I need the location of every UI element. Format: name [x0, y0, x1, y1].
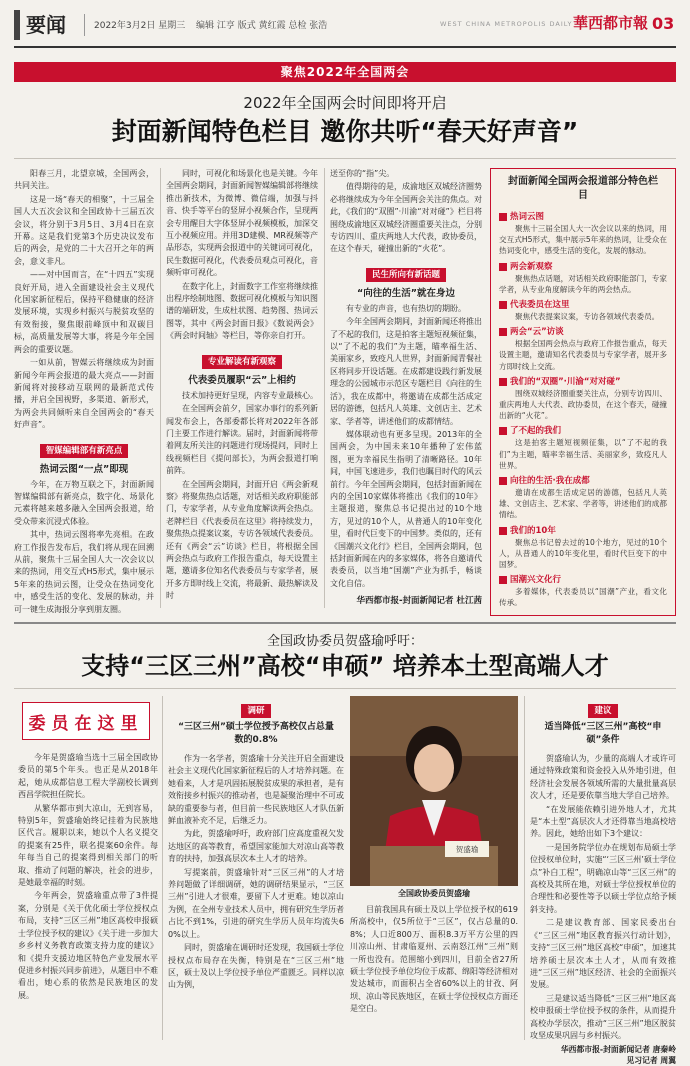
sidebar-item-heading: 了不起的我们 — [499, 425, 667, 437]
divider — [84, 14, 85, 36]
sidebar-item-text: 围绕双城经济圈重要关注点，分别专访四川、重庆两地人大代表、政协委员，在这个春天，碰撞出新的“火花”。 — [499, 388, 667, 421]
paragraph: 二是建议教育部、国家民委出台《“三区三州”地区教育振兴行动计划》，支持“三区三州”地区高校“申硕”，加速其培养硕士层次本土人才，从而有效推进“三区三州”地区经济、社会的全面振兴发展。 — [530, 918, 676, 990]
topic-banner: 聚焦2022年全国两会 — [14, 62, 676, 82]
column-logo — [22, 702, 150, 740]
sidebar-item-text: 多着媒体，代表委员以“国潮”产业，看文化传承。 — [499, 587, 667, 608]
sidebar-item — [499, 376, 667, 422]
byline: 华西都市报-封面新闻记者 唐秦岭 — [560, 1045, 676, 1055]
paragraph: 今年两会，贺盛瑜重点带了3件提案，分别是《关于优化硕士学位授权点布局，支持“三区三州”地区高校申报硕士学位授予权的建议》《关于进一步加大乡乡村义务教育政策支持力度的建议》和《提升支援边地区特色产业发展水平 促进乡村振兴同步前进》，从题目中不难看出，她心系的依然是民族地区的发展。 — [18, 891, 158, 1000]
subhead-tag: 智媒编辑部有新亮点 — [40, 444, 129, 458]
story1-column-2 — [166, 168, 318, 604]
issue-date: 2022年3月2日 星期三 — [94, 21, 186, 31]
sidebar-list — [491, 211, 675, 609]
subhead-tag: 调研 — [241, 704, 270, 718]
paragraph: “在发展能依赖引进外地人才，尤其是“本土型”高层次人才还得靠当地高校培养。因此，她给出如下3个建议： — [530, 804, 676, 839]
paragraph: 阳春三月，北望京城，全国两会，共同关注。 — [14, 169, 154, 191]
masthead-english: WEST CHINA METROPOLIS DAILY — [440, 20, 573, 28]
paragraph: 从繁华都市到大凉山，无到容易，特别5年，贺盛瑜始终记挂着为民族地区代言。履职以来，她以个人名义提交的提案有25件，联名提案60余件。每年每当自己的提案得到相关部门的听取、推动了问题的解决，社会的进步，是她最幸福的时刻。 — [18, 803, 158, 888]
paragraph: 写提案前，贺盛瑜针对“三区三州”的人才培养问题做了详细调研，她的调研结果显示，“三区三州”引进人才很难，要留下人才更难。她以凉山为例，在全州专业技术人员中，拥有研究生学历者占比不到1%，引进的研究生学历人员年均流失60%以上。 — [168, 867, 344, 939]
divider — [14, 688, 676, 689]
sidebar-box — [490, 168, 676, 616]
photo-caption: 全国政协委员贺盛瑜 — [398, 889, 470, 898]
paragraph: 目前我国具有硕士及以上学位授予权的619所高校中，仅5所位于“三区”，仅占总量的0.8%；人口近800万、面积8.3万平方公里的四川凉山州、甘肃临夏州、云南怒江州“三州”则一所也没有。范围缩小到四川，目前全省27所硕士学位授予单位均位于成都、绵阳等经济相对发达城市，而面积占全省60%以上的甘孜、阿坝、凉山等民族地区，在硕士学位授权点方面还是空白。 — [350, 905, 518, 1014]
column-divider — [160, 168, 161, 608]
paragraph: 这是一场“春天的相聚”，十三届全国人大五次会议和全国政协十三届五次会议，将分别于3月5日、3月4日在京开幕。这是我们党第3个历史决议发布后的两会，是党的二十大召开之年的两会，意义非凡。 — [14, 194, 154, 266]
page-header — [0, 0, 690, 52]
sidebar-item — [499, 326, 667, 372]
sidebar-item-heading: 代表委员在这里 — [499, 299, 667, 311]
story2-column-3 — [350, 904, 518, 1017]
story2-kicker: 全国政协委员贺盛瑜呼吁： — [266, 634, 423, 649]
header-rule — [14, 46, 676, 48]
subheadline: “三区三州”硕士学位授予高校仅占总量数的0.8% — [178, 722, 334, 745]
sidebar-item — [499, 211, 667, 257]
column-divider — [162, 696, 163, 1040]
paragraph: 同时，贺盛瑜在调研时还发现，我国硕士学位授权点布局存在失衡，特别是在“三区三州”地区，硕士及以上学位授予单位严重匮乏。同样以凉山为例， — [168, 943, 344, 990]
page-number: 03 — [652, 14, 675, 33]
sidebar-item — [499, 574, 667, 608]
sidebar-title: 封面新闻全国两会报道部分特色栏目 — [508, 176, 658, 201]
paragraph: 有专业的声音，也有热切的期盼。 — [346, 303, 466, 313]
subhead-tag: 专业解读有新观察 — [202, 355, 282, 369]
section-marker — [14, 10, 20, 40]
paragraph: 一如从前，智媒云将继续成为封面新闻今年两会报道的最大亮点——封面新闻将对接移动互联网的最新范式传播，并启全国视野，多渠道、新形式，为两会共同倾听来自全国两会的“春天好声音”。 — [14, 358, 154, 430]
story1-column-1 — [14, 168, 154, 617]
story1-headline: 封面新闻特色栏目 邀你共听“春天好声音” — [111, 117, 579, 146]
paragraph: 在全国两会前夕，国家办事行的系列新闻发布会上，各部委都长将对2022年各部门主要工作进行解读。届时，封面新闻将带着网友所关注的问题进行现场提问，同时上线视频栏目《提问部长》，为两会报道打响前阵。 — [166, 404, 318, 476]
story1-column-3 — [330, 168, 482, 606]
paragraph: 为此，贺盛瑜呼吁，政府部门应高度重视欠发达地区的高等教育，希望国家能加大对凉山高等教育的扶持，加强高层次本土人才的培养。 — [168, 829, 344, 864]
divider — [14, 158, 676, 159]
paragraph: 在数字化上，封面数字工作室将继续推出程序绘制地图、数据可视化模板与知识图谱的端研发，生成杜状图、趋势图、热词云图等，其中《两会封面日报》《数说两会》《两会时间轴》等栏目，等你亲自打开。 — [166, 281, 318, 341]
sidebar-item-text: 这是拍客主题短视频征集，以“了不起的我们”为主题，瞄率幸福生活、美丽家乡，致疫凡人世界。 — [499, 438, 667, 470]
subhead-tag: 建议 — [588, 704, 617, 718]
sidebar-item-heading: 向往的生活·我在成都 — [499, 475, 667, 487]
editor-credits: 编辑 江亨 版式 黄红霞 总检 张浩 — [196, 21, 328, 31]
story2-column-2 — [168, 698, 344, 993]
paragraph: 三是建议适当降低“三区三州”地区高校申报硕士学位授予权的条件，从而提升高校办学层次，推动“三区三州”地区脱贫攻坚成果巩固与乡村振兴。 — [530, 993, 676, 1040]
paragraph: 在全国两会期间，封面开启《两会新观察》将聚焦热点话题，对话相关政府职能部门，专家学者，从专业角度解读两会热点。老牌栏目《代表委员在这里》将持续发力，聚焦热点提案议案，专访各领域代表委员。还有《两会“云”访谈》栏目，将根据全国两会热点与政府工作报告重点，每天设置主题，邀请多位知名代表委员与专家学者，展开多方即时线上交流，将最新、最热解读及时 — [166, 479, 318, 601]
paragraph: 一是国务院学位办在规划布局硕士学位授权单位时，实施“‘三区三州’硕士学位点”补白工程”，明确凉山等“三区三州”的高校及其所在地，对硕士学位授权单位的合理性和必要性等予以硕士学位点给予倾斜支持。 — [530, 842, 676, 914]
column-divider — [324, 168, 325, 608]
subheadline: 适当降低“三区三州”高校“申硕”条件 — [544, 722, 662, 745]
sidebar-item — [499, 425, 667, 471]
paragraph: 值得期待的是，成渝地区双城经济圈势必将继续成为今年全国两会关注的焦点。对此，《我们的“双圈”·川渝“对对碰”》栏目将围绕成渝地区双城经济圈重要关注点，分别专访四川、重庆两地人大代表，政协委员，在这个春天，碰撞出新的“火花”。 — [330, 182, 482, 254]
sidebar-item — [499, 261, 667, 295]
sidebar-item — [499, 299, 667, 322]
paragraph: 送至你的“指”尖。 — [330, 169, 395, 178]
paragraph: ——对中国而言，在“十四五”实现良好开局，进入全面建设社会主义现代化国家新征程后，保持平稳健康的经济发展环境，实现乡村振兴与脱贫攻坚的有效衔接，聚焦眼前峰顶中和双碳目标，高质量发展等大事，将是今年全国两会的重要议题。 — [14, 270, 154, 354]
column-logo-text: 委员在这里 — [28, 713, 144, 734]
sidebar-item-text: 聚焦代表提案议案，专访各领域代表委员。 — [515, 312, 660, 322]
section-label: 要闻 — [26, 13, 66, 37]
sidebar-item-heading: 热词云图 — [499, 211, 667, 223]
story1-kicker: 2022年全国两会时间即将开启 — [243, 94, 447, 112]
paragraph: 贺盛瑜认为，少量的高端人才或许可通过特殊政策和资金投入从外地引进，但经济社会发展各领域所需的大量批量高层次人才，还是要依靠当地大学自己培养。 — [530, 754, 676, 801]
sidebar-item-heading: 我们的10年 — [499, 525, 667, 537]
sidebar-item-heading: 国潮兴文化行 — [499, 574, 667, 586]
sidebar-item-heading: 我们的“双圈”·川渝“对对碰” — [499, 376, 667, 388]
subheadline: 热词云图“一点”即现 — [39, 463, 129, 475]
paragraph: 作为一名学者，贺盛瑜十分关注开启全面建设社会主义现代化国家新征程后的人才培养问题。在她看来，人才是巩固拓展脱贫成果的承担者，是有效衔接乡村振兴的推动者，也是凝聚治理中不可或缺的重要参与者，但目前一些民族地区人才队伍新鲜血液补充不足，后继乏力。 — [168, 754, 344, 826]
paragraph: 技术加持更好呈现，内容专业最核心。 — [182, 390, 318, 400]
sidebar-item-text: 邀请在成都生活成定居的游德，包括凡人英雄、文创店主、艺术家、学者等，讲述他们的成都情结。 — [499, 488, 667, 520]
sidebar-item — [499, 525, 667, 571]
nameplate: 贺盛瑜 — [455, 845, 479, 854]
column-divider — [524, 696, 525, 1040]
sidebar-item-text: 根据全国两会热点与政府工作报告重点，每天设置主题，邀请知名代表委员与专家学者，展开多方即时线上交流。 — [499, 339, 667, 371]
sidebar-item-heading: 两会新观察 — [499, 261, 667, 273]
section-separator — [14, 622, 676, 624]
sidebar-item-heading: 两会“云”访谈 — [499, 326, 667, 338]
subheadline: 代表委员履职“云”上相约 — [188, 374, 296, 386]
sidebar-item-text: 聚焦总书记曾去过的10个地方，见过的10个人，从普通人的10年变化里，看时代巨变下的中国梦。 — [499, 537, 667, 570]
byline: 华西都市报-封面新闻记者 杜江茜 — [356, 596, 482, 607]
subheadline: “向往的生活”就在身边 — [357, 287, 455, 299]
paragraph: 今年全国两会期间，封面新闻还将推出了不起的我们，这是拍客主题短视频征集，以“了不起的我们”为主题，瞄率福生活、美丽家乡，致疫凡人世界，封面新闻青餐社区将同步开设话题。在成都建设践行新发展理念的公园城市示范区专题栏目《向往的生活》，我在成都中，将邀请在成都生活成定居的游德，包括凡人英雄、文创店主、艺术家、学者等，讲述他们的成都情结。 — [330, 317, 482, 426]
byline: 见习记者 周翼 — [626, 1056, 676, 1066]
sidebar-item-text: 聚焦十三届全国人大一次会议以来的热词，用交互式H5形式，集中展示5年来的热词，让受众在热词变化中，感受生活的变化，发展的脉动。 — [499, 224, 667, 256]
story2-column-1 — [18, 752, 158, 1003]
subhead-tag: 民生所向有新话题 — [366, 268, 446, 282]
sidebar-item-text: 聚焦热点话题，对话相关政府职能部门，专家学者，从专业角度解读今年的两会热点。 — [499, 273, 667, 294]
paragraph: 今年，在万物互联之下，封面新闻智媒编辑部有新亮点，数字化、场景化元素将越来越多融入全国两会报道，给受众带来沉浸式体验。 — [14, 479, 154, 526]
story2-headline: 支持“三区三州”高校“申硕” 培养本土型高端人才 — [81, 652, 609, 680]
paragraph: 同时，可视化和场景化也是关键。今年全国两会期间，封面新闻智媒编辑部将继续推出新技术，为微博、微信端，加强与抖音、快手等平台的竖屏小视频合作，呈现两会专用醒目大字体竖屏小视频模板，加深交互小视频应用。并用3D建模、MR视频等产品形态，实现两会报道中的关键词可视化，民生数据可视化，代表委员观点可视化，音频听审可视化。 — [166, 169, 318, 278]
paragraph: 今年是贺盛瑜当选十三届全国政协委员的第5个年头。也正是从2018年起，她从成都信息工程大学副校长调到西昌学院担任院长。 — [18, 753, 158, 800]
paragraph: 媒体联动也有更多呈现。2013年的全国两会，为中国未来10年播种了宏伟蓝图，更为幸福民生指明了清晰路径。10年间，中国飞速进步，我们也瞩目时代的风云前行。今年全国两会期间，包括封面新闻在内的全国10家媒体将推出《我们的10年》主题报道，聚焦总书记提出过的10个地方，见过的10个人，从普通人的10年变化里，看时代巨变下的中国梦。类似的，还有《国潮兴文化行》栏目，全国两会期间，包括封面新闻在内的多家媒体，将各自邀请代表委员，以当地“国潮”产业为抓手，畅谈文化自信。 — [330, 429, 482, 588]
masthead-logo: 華西都市報 — [573, 14, 649, 32]
portrait-photo — [350, 696, 518, 886]
paragraph: 其中，热词云图将率先亮相。在政府工作报告发布后，我们将从现在回溯从前，聚焦十三届全国人大一次会议以来的热词，用交互式H5形式，集中展示5年来的热词云图，让受众在热词变化中，感受生活的变化、发展的脉动，并可一键生成海报分享到朋友圈。 — [14, 530, 154, 614]
story2-column-4 — [530, 698, 676, 1066]
portrait-illustration — [350, 696, 518, 886]
sidebar-item — [499, 475, 667, 521]
